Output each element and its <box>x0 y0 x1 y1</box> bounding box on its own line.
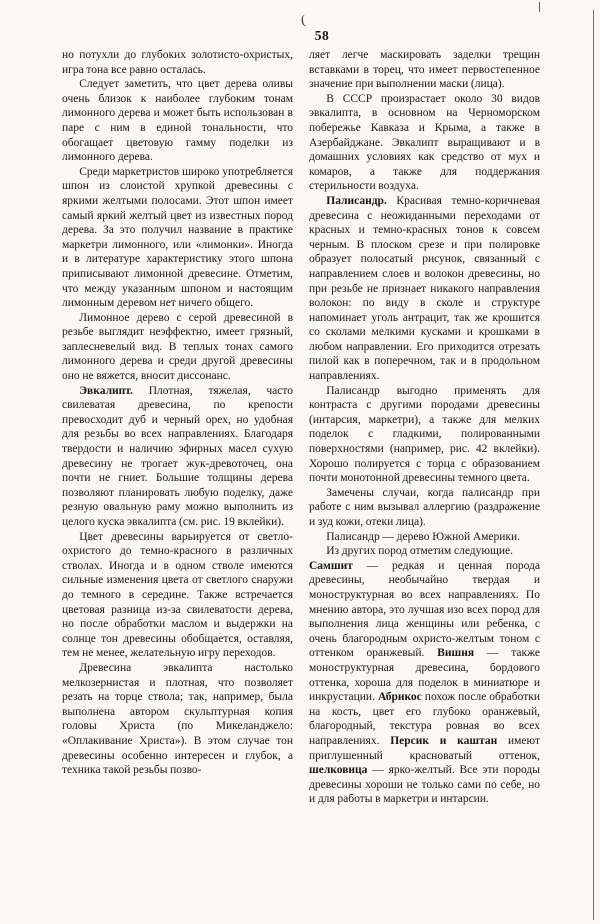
paragraph <box>309 544 540 559</box>
paragraph <box>62 311 293 384</box>
wood-species-term: шелковица <box>309 764 368 777</box>
text-run: — также моноструктурная древесина, бордового оттенка, хороша для поделок в миниатюре и инкрустации. <box>309 647 540 704</box>
text-run: Среди маркетристов широко употребляется шпон из слоистой хрупкой древесины с яркими желтыми полосами. Этот шпон имеет самый яркий желтый цвет из известных пород дерева. За это получил название в практике маркетри лимонного, или «лимонки». Иногда и в литературе характеристику этого шпона приписывают лимонной древесине. Отметим, что между указанным шпоном и настоящим лимонным деревом нет ничего общего. <box>62 165 293 310</box>
paragraph <box>62 48 293 77</box>
paragraph <box>62 530 293 661</box>
paragraph <box>309 559 540 807</box>
text-run: Плотная, тяжелая, часто свилеватая древесина, по крепости превосходит дуб и черный орех, но удобная для резьбы во всех направлениях. Благодаря твердости и наличию эфирных масел сухую древесину не трогает жук-древоточец, она почти не гниет. Большие толщины дерева позволяют планировать любую поделку, даже резную овальную раму можно выполнить из целого куска эвкалипта (см. рис. 19 вклейки). <box>62 384 293 528</box>
paragraph <box>309 92 540 194</box>
text-run: Следует заметить, что цвет дерева оливы очень близок к наиболее глубоким тонам лимонного дерева и может быть использован в паре с ним в единой тональности, что обогащает цветовую гамму поделки из лимонного дерева. <box>62 78 293 164</box>
text-run: Палисандр — дерево Южной Америки. <box>326 530 521 543</box>
left-text-column <box>62 48 293 910</box>
wood-species-term: Персик и каштан <box>390 734 498 747</box>
paragraph <box>309 194 540 384</box>
text-run: ляет легче маскировать заделки трещин вставками в торец, что имеет первостепенное значение при выполнении маски (лица). <box>309 49 540 91</box>
text-run: Из других пород отметим следующие. <box>326 545 513 558</box>
wood-species-term: Палисандр. <box>326 194 387 207</box>
right-text-column <box>309 48 540 910</box>
wood-species-term: Самшит <box>309 559 353 572</box>
scan-artifact-page-edge-line <box>593 10 595 920</box>
text-run: похож после обработки на кость, цвет его глубоко оранжевый, благородный, текстура ровная во всех направлениях. <box>309 691 540 747</box>
paragraph <box>309 48 540 92</box>
scan-artifact-tick <box>539 2 541 12</box>
paragraph <box>309 530 540 545</box>
text-run: но потухли до глубоких золотисто-охристых, игра тона все равно осталась. <box>62 49 293 76</box>
paragraph <box>62 384 293 530</box>
text-run: Лимонное дерево с серой древесиной в резьбе выглядит неэффектно, имеет грязный, заплесневелый вид. В теплых тонах самого лимонного дерева и среди другой древесины оно не вяжется, вносит диссонанс. <box>62 311 293 383</box>
paragraph <box>309 486 540 530</box>
paragraph <box>62 77 293 165</box>
text-run: Палисандр выгодно применять для контраста с другими породами древесины (интарсия, маркетри), а также для мелких поделок с гладкими, полированными поверхностями (например, рис. 42 вклейки). Хорошо полируется с торца с образованием почти монотонной древесины темного цвета. <box>309 384 540 485</box>
wood-species-term: Эвкалипт. <box>79 384 133 397</box>
text-run: Древесина эвкалипта настолько мелкозернистая и плотная, что позволяет резать на торце ствола; так, например, была выполнена автором скульптурная копия головы Христа (по Микеланджело: «Оплакивание Христа»). В этом случае тон древесины особенно интересен и глубок, а техника такой резьбы позво- <box>62 661 293 777</box>
paragraph <box>62 661 293 778</box>
text-run: имеют приглушенный красноватый оттенок, <box>309 734 540 762</box>
text-run: Замечены случаи, когда палисандр при работе с ним вызывал аллергию (раздражение и зуд кожи, отеки лица). <box>309 486 540 528</box>
text-columns <box>62 48 540 910</box>
text-run: Цвет древесины варьируется от светло-охристого до темно-красного в различных стволах. Иногда и в одном стволе имеются сильные изменения цвета от светлого снаружи до темного в середине. Также встречается цветовая разница из-за свилеватости дерева, но после обработки маслом и выдержки на солнце тон древесины обобщается, оставляя, тем не менее, желательную игру переходов. <box>62 530 293 660</box>
text-run: Красивая темно-коричневая древесина с неожиданными переходами от красных и темно-красных тонов к совсем черным. В плоском срезе и при полировке образует полосатый рисунок, связанный с направлением слоев и волокон древесины, но при резьбе не признает никакого направления волокон: по виду в сколе и структуре напоминает уголь антрацит, так же крошится со сколами мелкими кусками и крошками в любом направлении. Его приходится отрезать пилой как в поперечном, так и в продольном направлениях. <box>309 194 540 383</box>
paragraph <box>62 165 293 311</box>
text-run: — редкая и ценная порода древесины, необычайно твердая и моноструктурная во всех направлениях. По мнению автора, это лучшая изо всех пород для выполнения лица женщины или ребенка, с очень благородным охристо-желтым тоном с оттенком оранжевый. <box>309 559 540 660</box>
text-run: — ярко-желтый. Все эти породы древесины хороши не только сами по себе, но и для работы в маркетри и интарсии. <box>309 764 540 806</box>
wood-species-term: Абрикос <box>377 691 422 704</box>
wood-species-term: Вишня <box>437 647 475 660</box>
page-number: 58 <box>314 28 330 43</box>
scan-artifact-stray-glyph: ( <box>299 11 307 28</box>
paragraph <box>309 384 540 486</box>
text-run: В СССР произрастает около 30 видов эвкалипта, в основном на Черноморском побережье Кавказа и Крыма, а также в Азербайджане. Эвкалипт выращивают и в домашних условиях как средство от мух и комаров, а также для поддержания стерильности воздуха. <box>309 92 540 193</box>
